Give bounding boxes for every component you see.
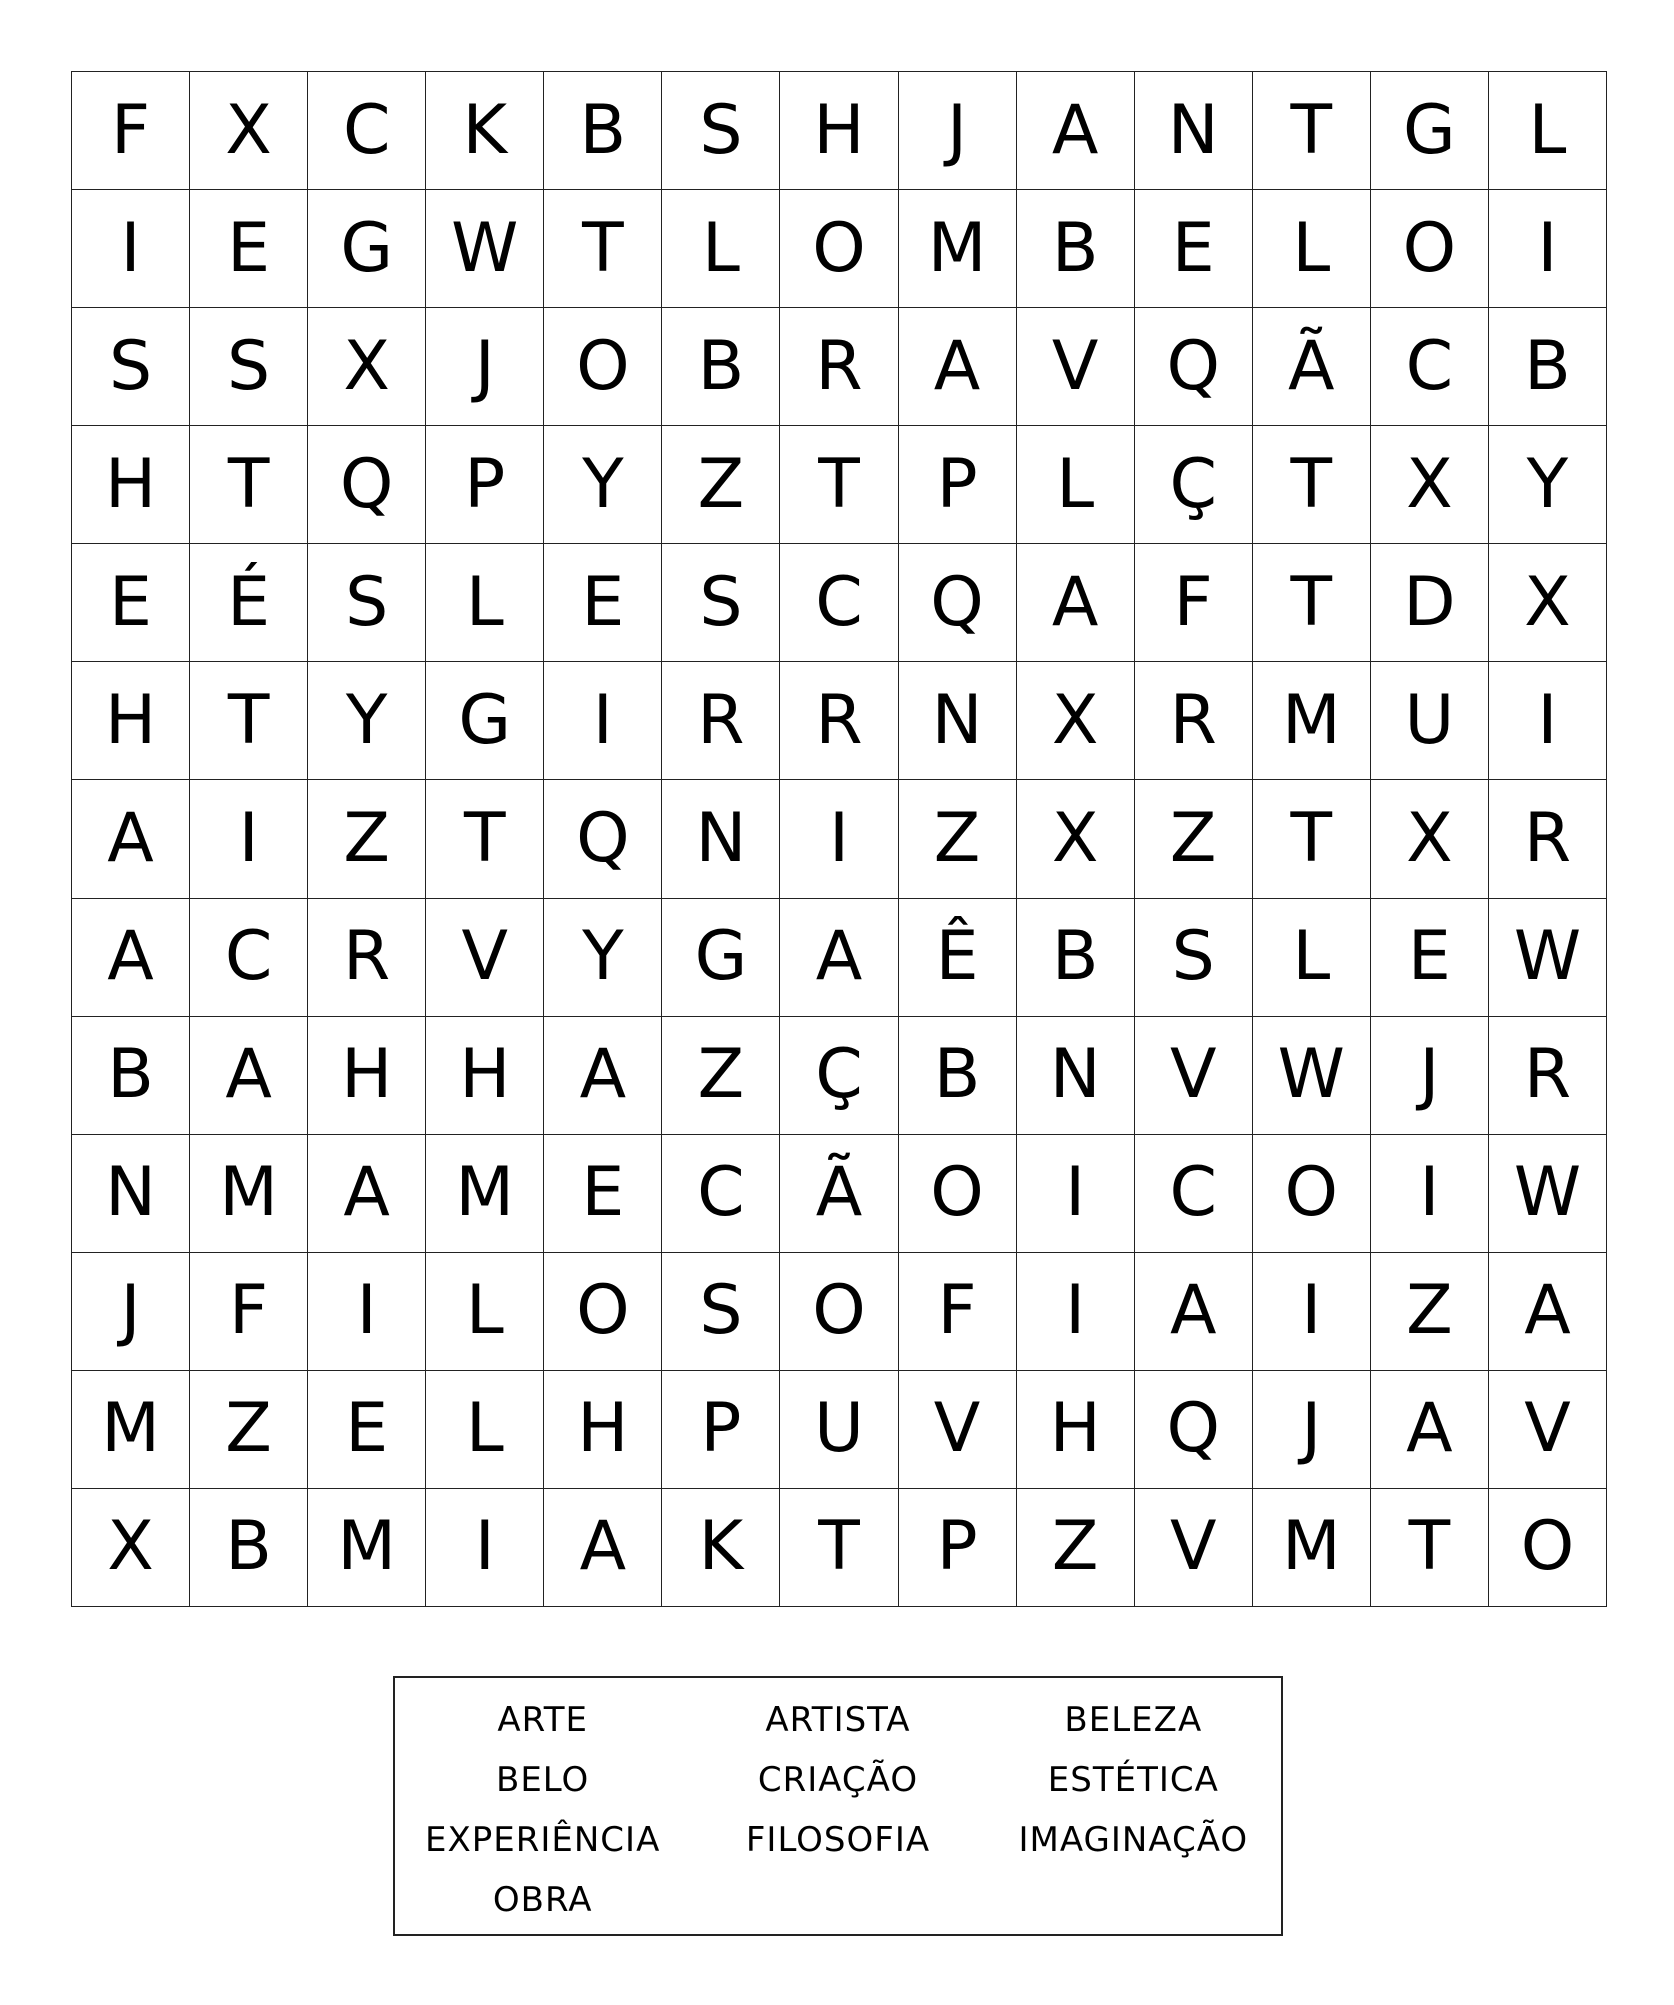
grid-cell[interactable]: J — [1253, 1371, 1371, 1489]
grid-cell[interactable]: T — [190, 426, 308, 544]
grid-cell[interactable]: T — [780, 1489, 898, 1607]
grid-cell[interactable]: X — [1371, 780, 1489, 898]
grid-cell[interactable]: Q — [1135, 1371, 1253, 1489]
grid-cell[interactable]: X — [1489, 544, 1607, 662]
grid-cell[interactable]: W — [1253, 1017, 1371, 1135]
grid-cell[interactable]: S — [1135, 899, 1253, 1017]
grid-cell[interactable]: T — [1253, 780, 1371, 898]
grid-cell[interactable]: B — [899, 1017, 1017, 1135]
grid-cell[interactable]: L — [662, 190, 780, 308]
grid-cell[interactable]: X — [190, 72, 308, 190]
grid-cell[interactable]: C — [780, 544, 898, 662]
grid-cell[interactable]: H — [1017, 1371, 1135, 1489]
grid-cell[interactable]: X — [72, 1489, 190, 1607]
grid-cell[interactable]: G — [1371, 72, 1489, 190]
grid-cell[interactable]: A — [1017, 72, 1135, 190]
grid-cell[interactable]: Y — [544, 426, 662, 544]
grid-cell[interactable]: O — [780, 1253, 898, 1371]
grid-cell[interactable]: S — [662, 544, 780, 662]
grid-cell[interactable]: T — [780, 426, 898, 544]
grid-cell[interactable]: M — [899, 190, 1017, 308]
grid-cell[interactable]: I — [544, 662, 662, 780]
grid-cell[interactable]: F — [190, 1253, 308, 1371]
grid-cell[interactable]: M — [308, 1489, 426, 1607]
grid-cell[interactable]: U — [1371, 662, 1489, 780]
grid-cell[interactable]: D — [1371, 544, 1489, 662]
grid-cell[interactable]: A — [780, 899, 898, 1017]
grid-cell[interactable]: L — [1489, 72, 1607, 190]
grid-cell[interactable]: A — [1017, 544, 1135, 662]
grid-cell[interactable]: R — [308, 899, 426, 1017]
grid-cell[interactable]: I — [190, 780, 308, 898]
grid-cell[interactable]: O — [1371, 190, 1489, 308]
grid-cell[interactable]: E — [1371, 899, 1489, 1017]
grid-cell[interactable]: F — [1135, 544, 1253, 662]
grid-cell[interactable]: A — [72, 780, 190, 898]
word-list-item: ARTISTA — [765, 1700, 911, 1740]
grid-cell[interactable]: G — [662, 899, 780, 1017]
grid-cell[interactable]: Q — [308, 426, 426, 544]
grid-cell[interactable]: C — [1135, 1135, 1253, 1253]
grid-cell[interactable]: T — [426, 780, 544, 898]
grid-cell[interactable]: M — [1253, 662, 1371, 780]
grid-cell[interactable]: I — [1017, 1253, 1135, 1371]
grid-cell[interactable]: U — [780, 1371, 898, 1489]
grid-cell[interactable]: H — [544, 1371, 662, 1489]
grid-cell[interactable]: A — [899, 308, 1017, 426]
grid-cell[interactable]: O — [544, 308, 662, 426]
grid-cell[interactable]: H — [308, 1017, 426, 1135]
word-list-box — [393, 1676, 1283, 1936]
grid-cell[interactable]: K — [662, 1489, 780, 1607]
grid-cell[interactable]: H — [72, 662, 190, 780]
grid-cell[interactable]: A — [1489, 1253, 1607, 1371]
grid-cell[interactable]: A — [308, 1135, 426, 1253]
grid-cell[interactable]: X — [308, 308, 426, 426]
grid-cell[interactable]: Ã — [1253, 308, 1371, 426]
grid-cell[interactable]: O — [1253, 1135, 1371, 1253]
grid-cell[interactable]: V — [1135, 1489, 1253, 1607]
grid-cell[interactable]: J — [72, 1253, 190, 1371]
grid-cell[interactable]: I — [72, 190, 190, 308]
grid-cell[interactable]: N — [662, 780, 780, 898]
grid-cell[interactable]: C — [308, 72, 426, 190]
grid-cell[interactable]: P — [899, 1489, 1017, 1607]
grid-cell[interactable]: S — [308, 544, 426, 662]
grid-cell[interactable]: T — [1371, 1489, 1489, 1607]
word-list-item: OBRA — [492, 1880, 593, 1920]
grid-cell[interactable]: H — [426, 1017, 544, 1135]
word-list-item: CRIAÇÃO — [757, 1760, 919, 1800]
grid-cell[interactable]: Y — [1489, 426, 1607, 544]
grid-cell[interactable]: W — [426, 190, 544, 308]
grid-cell[interactable]: O — [780, 190, 898, 308]
grid-cell[interactable]: Q — [899, 544, 1017, 662]
grid-cell[interactable]: G — [426, 662, 544, 780]
word-list-item: EXPERIÊNCIA — [424, 1820, 661, 1860]
grid-cell[interactable]: H — [72, 426, 190, 544]
grid-cell[interactable]: N — [72, 1135, 190, 1253]
grid-cell[interactable]: Z — [308, 780, 426, 898]
grid-cell[interactable]: I — [308, 1253, 426, 1371]
grid-cell[interactable]: A — [1135, 1253, 1253, 1371]
word-list-item: FILOSOFIA — [745, 1820, 931, 1860]
grid-cell[interactable]: W — [1489, 899, 1607, 1017]
grid-cell[interactable]: T — [1253, 72, 1371, 190]
grid-cell[interactable]: G — [308, 190, 426, 308]
grid-cell[interactable]: I — [1489, 662, 1607, 780]
grid-cell[interactable]: B — [662, 308, 780, 426]
grid-cell[interactable]: V — [426, 899, 544, 1017]
grid-cell[interactable]: O — [1489, 1489, 1607, 1607]
grid-cell[interactable]: P — [426, 426, 544, 544]
grid-cell[interactable]: Q — [1135, 308, 1253, 426]
grid-cell[interactable]: A — [72, 899, 190, 1017]
grid-cell[interactable]: J — [1371, 1017, 1489, 1135]
grid-cell[interactable]: A — [1371, 1371, 1489, 1489]
grid-cell[interactable]: E — [1135, 190, 1253, 308]
grid-cell[interactable]: Z — [662, 426, 780, 544]
grid-cell[interactable]: A — [190, 1017, 308, 1135]
grid-cell[interactable]: E — [544, 1135, 662, 1253]
grid-cell[interactable]: V — [1489, 1371, 1607, 1489]
grid-cell[interactable]: Ã — [780, 1135, 898, 1253]
grid-cell[interactable]: C — [190, 899, 308, 1017]
grid-cell[interactable]: I — [1017, 1135, 1135, 1253]
grid-cell[interactable]: Z — [190, 1371, 308, 1489]
word-list-item: IMAGINAÇÃO — [1018, 1820, 1249, 1860]
grid-cell[interactable]: L — [426, 1371, 544, 1489]
grid-cell[interactable]: V — [1017, 308, 1135, 426]
grid-cell[interactable]: X — [1017, 780, 1135, 898]
grid-cell[interactable]: S — [190, 308, 308, 426]
grid-cell[interactable]: I — [1371, 1135, 1489, 1253]
grid-cell[interactable]: Y — [544, 899, 662, 1017]
grid-cell[interactable]: B — [1489, 308, 1607, 426]
grid-cell[interactable]: E — [190, 190, 308, 308]
grid-cell[interactable]: X — [1371, 426, 1489, 544]
grid-cell[interactable]: L — [1253, 190, 1371, 308]
grid-cell[interactable]: B — [190, 1489, 308, 1607]
word-list-item: BELEZA — [1064, 1700, 1203, 1740]
grid-cell[interactable]: Z — [1017, 1489, 1135, 1607]
grid-cell[interactable]: C — [662, 1135, 780, 1253]
grid-cell[interactable]: Z — [899, 780, 1017, 898]
grid-cell[interactable]: C — [1371, 308, 1489, 426]
grid-cell[interactable]: M — [1253, 1489, 1371, 1607]
grid-cell[interactable]: M — [190, 1135, 308, 1253]
grid-cell[interactable]: B — [1017, 190, 1135, 308]
grid-cell[interactable]: R — [780, 662, 898, 780]
grid-cell[interactable]: E — [544, 544, 662, 662]
grid-cell[interactable]: Q — [544, 780, 662, 898]
grid-cell[interactable]: V — [899, 1371, 1017, 1489]
grid-cell[interactable]: T — [544, 190, 662, 308]
grid-cell[interactable]: E — [72, 544, 190, 662]
grid-cell[interactable]: Z — [662, 1017, 780, 1135]
word-list-item: ESTÉTICA — [1047, 1760, 1219, 1800]
grid-cell[interactable]: R — [662, 662, 780, 780]
grid-cell[interactable]: I — [426, 1489, 544, 1607]
grid-cell[interactable]: L — [1253, 899, 1371, 1017]
grid-cell[interactable]: T — [1253, 426, 1371, 544]
grid-cell[interactable]: O — [544, 1253, 662, 1371]
grid-cell[interactable]: B — [72, 1017, 190, 1135]
word-list-item: ARTE — [497, 1700, 588, 1740]
grid-cell[interactable]: A — [544, 1017, 662, 1135]
grid-cell[interactable]: L — [1017, 426, 1135, 544]
letter-grid — [71, 71, 1607, 1607]
grid-cell[interactable]: I — [780, 780, 898, 898]
grid-cell[interactable]: M — [426, 1135, 544, 1253]
grid-cell[interactable]: Ç — [1135, 426, 1253, 544]
grid-cell[interactable]: N — [899, 662, 1017, 780]
grid-cell[interactable]: O — [899, 1135, 1017, 1253]
grid-cell[interactable]: A — [544, 1489, 662, 1607]
grid-cell[interactable]: L — [426, 1253, 544, 1371]
grid-cell[interactable]: F — [899, 1253, 1017, 1371]
grid-cell[interactable]: F — [72, 72, 190, 190]
grid-cell[interactable]: X — [1017, 662, 1135, 780]
grid-cell[interactable]: Ç — [780, 1017, 898, 1135]
grid-cell[interactable]: T — [1253, 544, 1371, 662]
grid-cell[interactable]: I — [1489, 190, 1607, 308]
grid-cell[interactable]: Y — [308, 662, 426, 780]
grid-cell[interactable]: R — [1489, 1017, 1607, 1135]
grid-cell[interactable]: Z — [1371, 1253, 1489, 1371]
grid-cell[interactable]: R — [1135, 662, 1253, 780]
grid-cell[interactable]: R — [780, 308, 898, 426]
grid-cell[interactable]: S — [662, 1253, 780, 1371]
grid-cell[interactable]: E — [308, 1371, 426, 1489]
grid-cell[interactable]: S — [72, 308, 190, 426]
grid-cell[interactable]: É — [190, 544, 308, 662]
grid-cell[interactable]: P — [662, 1371, 780, 1489]
grid-cell[interactable]: Ê — [899, 899, 1017, 1017]
grid-cell[interactable]: N — [1017, 1017, 1135, 1135]
grid-cell[interactable]: N — [1135, 72, 1253, 190]
grid-cell[interactable]: J — [426, 308, 544, 426]
grid-cell[interactable]: P — [899, 426, 1017, 544]
grid-cell[interactable]: R — [1489, 780, 1607, 898]
grid-cell[interactable]: W — [1489, 1135, 1607, 1253]
grid-cell[interactable]: T — [190, 662, 308, 780]
grid-cell[interactable]: S — [662, 72, 780, 190]
grid-cell[interactable]: H — [780, 72, 898, 190]
grid-cell[interactable]: Z — [1135, 780, 1253, 898]
word-list-item: BELO — [496, 1760, 590, 1800]
grid-cell[interactable]: L — [426, 544, 544, 662]
grid-cell[interactable]: I — [1253, 1253, 1371, 1371]
grid-cell[interactable]: B — [544, 72, 662, 190]
grid-cell[interactable]: J — [899, 72, 1017, 190]
grid-cell[interactable]: M — [72, 1371, 190, 1489]
grid-cell[interactable]: K — [426, 72, 544, 190]
grid-cell[interactable]: B — [1017, 899, 1135, 1017]
grid-cell[interactable]: V — [1135, 1017, 1253, 1135]
